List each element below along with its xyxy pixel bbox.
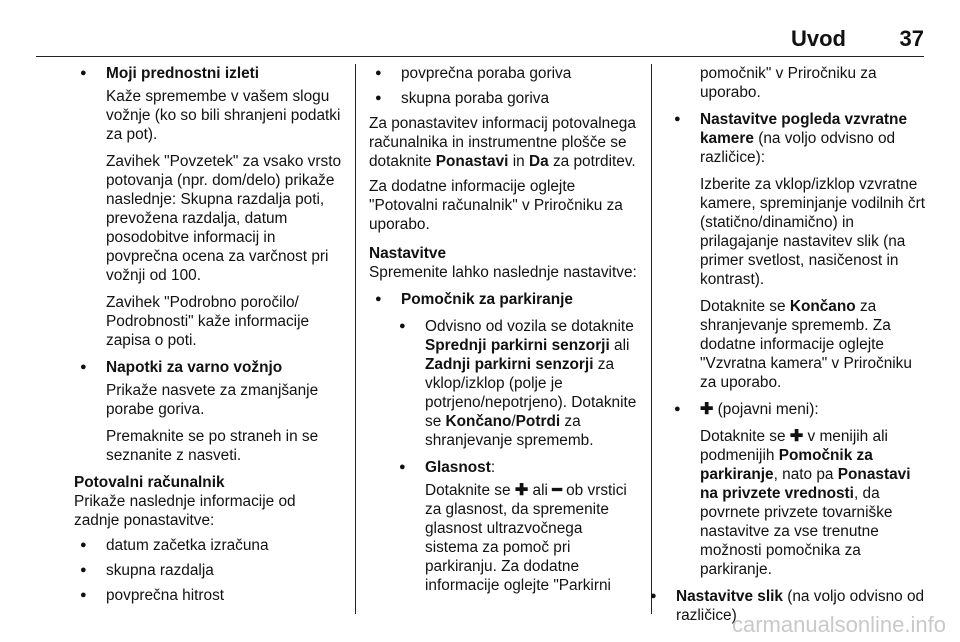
plus-icon: ✚ [789, 428, 804, 445]
plus-icon: ✚ [700, 401, 714, 418]
bullet-title: Moji prednostni izleti [106, 65, 260, 82]
list-item: ● skupna poraba goriva [369, 89, 637, 108]
column-1 [74, 64, 344, 611]
header-rule [36, 56, 924, 57]
paragraph: Zavihek "Podrobno poročilo/ Podrobnosti" kaže informacije zapisa o poti. [106, 294, 310, 349]
paragraph: Prikaže naslednje informacije od zadnje ponastavitve: [74, 493, 296, 529]
list-item: ● skupna razdalja [74, 561, 344, 580]
list-item: ● povprečna hitrost [74, 586, 344, 605]
paragraph: Dotaknite se ✚ ali ━ ob vrstici za glasnost, da spremenite glasnost ultrazvočnega sistema za pomoč pri parkiranju. Za dodatne informacije oglejte "Parkirni [425, 482, 627, 594]
paragraph: Dotaknite se ✚ v menijih ali podmenijih Pomočnik za parkiranje, nato pa Ponastavi na privzete vrednosti, da povrnete privzete tovarniške nastavitve za vse trenutne možnosti pomočnika za parkiranje. [700, 428, 911, 578]
list-item: ● datum začetka izračuna [74, 536, 344, 555]
paragraph: Zavihek "Povzetek" za vsako vrsto potovanja (npr. dom/delo) prikaže naslednje: Skupna razdalja poti, prevožena razdalja, datum posodobitve informacij in povprečna ocena za varčnost pri vožnji od 100. [106, 153, 342, 284]
sub-list-item: ● Odvisno od vozila se dotaknite Sprednji parkirni senzorji ali Zadnji parkirni senzorji za vklop/izklop (polje je potrjeno/nepotrjeno). Dotaknite se Končano/Potrdi za shranjevanje sprememb. [369, 317, 637, 450]
page-number: 37 [899, 26, 924, 51]
paragraph: Za dodatne informacije oglejte "Potovalni računalnik" v Priročniku za uporabo. [369, 178, 623, 233]
column-divider-1 [355, 64, 356, 614]
list-item [369, 290, 637, 309]
paragraph: Dotaknite se Končano za shranjevanje sprememb. Za dodatne informacije oglejte "Vzvratna kamera" v Priročniku za uporabo. [700, 298, 912, 391]
column-2 [369, 64, 637, 603]
paragraph: Spremenite lahko naslednje nastavitve: [369, 264, 637, 281]
sub-list-item: ● Glasnost: [369, 458, 637, 477]
section-heading: Nastavitve [369, 245, 446, 262]
page-header [36, 26, 924, 56]
minus-icon: ━ [552, 482, 562, 499]
paragraph: Za ponastavitev informacij potovalnega računalnika in instrumentne plošče se dotaknite Ponastavi in Da za potrditev. [369, 115, 636, 170]
paragraph: Kaže spremembe v vašem slogu vožnje (ko so bili shranjeni podatki za pot). [106, 88, 341, 143]
list-item [74, 358, 344, 377]
bullet-title: Napotki za varno vožnjo [106, 359, 283, 376]
section-heading: Potovalni računalnik [74, 474, 225, 491]
paragraph: pomočnik" v Priročniku za uporabo. [700, 65, 877, 101]
page-title: Uvod [791, 26, 846, 51]
column-3 [668, 64, 930, 633]
bullet-title: Glasnost [425, 459, 491, 476]
paragraph: Prikaže nasvete za zmanjšanje porabe goriva. [106, 382, 319, 418]
list-item: ● Nastavitve slik (na voljo odvisno od različice) [644, 587, 930, 625]
bullet-title: Nastavitve pogleda vzvratne kamere [700, 111, 907, 147]
list-item: ● ✚ (pojavni meni): [668, 400, 930, 419]
bullet-title: Pomočnik za parkiranje [401, 291, 573, 308]
list-item: ● Nastavitve pogleda vzvratne kamere (na voljo odvisno od različice): [668, 110, 930, 167]
list-item [74, 64, 344, 83]
bullet-title: Nastavitve slik [676, 588, 783, 605]
paragraph: Izberite za vklop/izklop vzvratne kamere, spreminjanje vodilnih črt (statično/dinamično) in prilagajanje nastavitev slik (na primer svetlost, nasičenost in kontrast). [700, 176, 925, 288]
paragraph: Premaknite se po straneh in se seznanite z nasveti. [106, 428, 319, 464]
plus-icon: ✚ [514, 482, 529, 499]
list-item: ● povprečna poraba goriva [369, 64, 637, 83]
column-divider-2 [651, 64, 652, 614]
watermark: carmanualsonline.info [731, 612, 946, 637]
